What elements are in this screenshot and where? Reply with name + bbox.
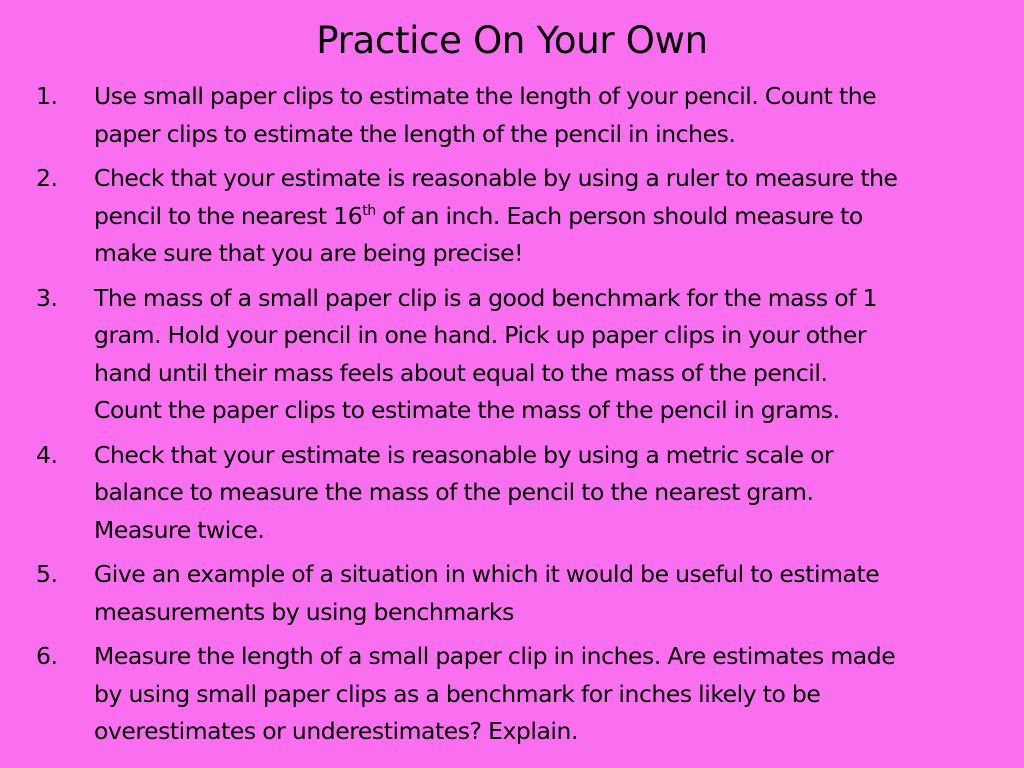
item-number: 6.	[36, 642, 58, 670]
list-item	[0, 638, 1024, 751]
item-text-line: make sure that you are being precise!	[94, 239, 524, 267]
list-item	[0, 556, 1024, 631]
item-text-line: paper clips to estimate the length of the pencil in inches.	[94, 119, 736, 148]
list-item	[0, 280, 1024, 430]
item-text-line: Check that your estimate is reasonable by using a metric scale or	[94, 440, 834, 469]
item-text-line: Check that your estimate is reasonable by using a ruler to measure the	[94, 164, 898, 192]
item-number: 5.	[36, 560, 58, 588]
item-text-line: balance to measure the mass of the pencil to the nearest gram.	[94, 478, 814, 506]
item-number: 4.	[36, 440, 58, 469]
item-text-line: hand until their mass feels about equal to the mass of the pencil.	[94, 358, 828, 387]
item-text-line: measurements by using benchmarks	[94, 597, 514, 626]
item-text-line: Give an example of a situation in which it would be useful to estimate	[94, 560, 880, 588]
list-item	[0, 437, 1024, 550]
slide-title: Practice On Your Own	[316, 19, 708, 62]
ordinal-superscript: th	[362, 202, 376, 219]
item-text-line: by using small paper clips as a benchmark for inches likely to be	[94, 679, 821, 708]
item-text-fragment: pencil to the nearest 16	[94, 201, 363, 230]
item-text-line: The mass of a small paper clip is a good benchmark for the mass of 1	[94, 283, 878, 312]
item-text-line: Use small paper clips to estimate the length of your pencil. Count the	[94, 82, 877, 110]
item-number: 3.	[36, 283, 58, 312]
list-item	[0, 78, 1024, 153]
item-text-line: Count the paper clips to estimate the mass of the pencil in grams.	[94, 396, 840, 424]
list-item	[0, 160, 1024, 273]
item-text-line: gram. Hold your pencil in one hand. Pick up paper clips in your other	[94, 321, 867, 349]
item-number: 1.	[36, 82, 58, 110]
item-text-line: overestimates or underestimates? Explain.	[94, 717, 578, 745]
item-text-line: Measure twice.	[94, 515, 265, 544]
item-text-fragment: of an inch. Each person should measure to	[375, 201, 863, 230]
item-number: 2.	[36, 164, 58, 192]
item-text-line	[94, 198, 1000, 236]
item-text-line: Measure the length of a small paper clip in inches. Are estimates made	[94, 642, 896, 670]
practice-list	[0, 78, 1024, 758]
